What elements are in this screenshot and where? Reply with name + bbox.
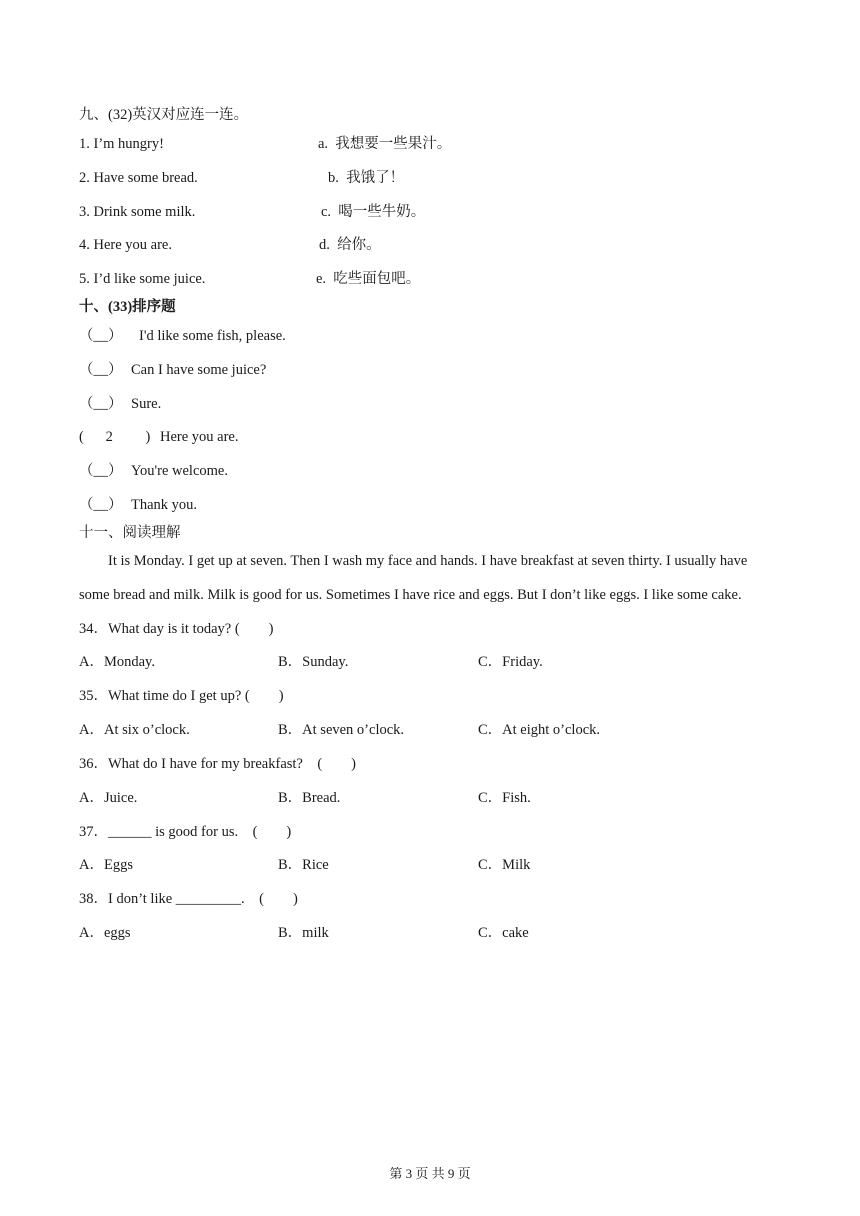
match-english-1: 1. I’m hungry! bbox=[79, 136, 164, 152]
q35-option-b: B．At seven o’clock. bbox=[278, 722, 405, 738]
section9-heading: 九、(32)英汉对应连一连。 bbox=[79, 107, 249, 123]
section11-heading: 十一、阅读理解 bbox=[79, 525, 181, 541]
q38-option-c: C．cake bbox=[478, 925, 529, 941]
match-chinese-e: e. 吃些面包吧。 bbox=[316, 271, 421, 287]
match-english-2: 2. Have some bread. bbox=[79, 170, 198, 186]
order-bracket-3: （__） bbox=[79, 396, 123, 412]
order-bracket-6: （__） bbox=[79, 497, 123, 513]
order-text-5: You're welcome. bbox=[131, 463, 228, 479]
question-36: 36．What do I have for my breakfast? ( ) bbox=[79, 756, 357, 772]
reading-passage-line-2: some bread and milk. Milk is good for us. Sometimes I have rice and eggs. But I don’t like eggs. I like some cake. bbox=[79, 587, 742, 603]
q38-option-a: A．eggs bbox=[79, 925, 131, 941]
match-chinese-a: a. 我想要一些果汁。 bbox=[318, 136, 452, 152]
q34-option-b: B．Sunday. bbox=[278, 654, 349, 670]
order-bracket-2: （__） bbox=[79, 362, 123, 378]
order-text-6: Thank you. bbox=[131, 497, 198, 513]
match-english-5: 5. I’d like some juice. bbox=[79, 271, 206, 287]
question-35: 35．What time do I get up? ( ) bbox=[79, 688, 284, 704]
order-bracket-1: （__） bbox=[79, 328, 123, 344]
order-bracket-5: （__） bbox=[79, 463, 123, 479]
order-text-3: Sure. bbox=[131, 396, 162, 412]
q34-option-c: C．Friday. bbox=[478, 654, 543, 670]
order-text-4: Here you are. bbox=[160, 429, 239, 445]
order-bracket-4: ( 2 ) bbox=[79, 429, 151, 445]
order-text-2: Can I have some juice? bbox=[131, 362, 267, 378]
q34-option-a: A．Monday. bbox=[79, 654, 155, 670]
q36-option-b: B．Bread. bbox=[278, 790, 341, 806]
q35-option-c: C．At eight o’clock. bbox=[478, 722, 601, 738]
q37-option-a: A．Eggs bbox=[79, 857, 133, 873]
question-38: 38．I don’t like _________. ( ) bbox=[79, 891, 298, 907]
question-37: 37．______ is good for us. ( ) bbox=[79, 824, 292, 840]
match-chinese-b: b. 我饿了！ bbox=[328, 170, 405, 186]
order-text-1: I'd like some fish, please. bbox=[139, 328, 286, 344]
q36-option-c: C．Fish. bbox=[478, 790, 531, 806]
question-34: 34．What day is it today? ( ) bbox=[79, 621, 274, 637]
match-english-3: 3. Drink some milk. bbox=[79, 204, 196, 220]
match-chinese-c: c. 喝一些牛奶。 bbox=[321, 204, 426, 220]
match-english-4: 4. Here you are. bbox=[79, 237, 172, 253]
q37-option-c: C．Milk bbox=[478, 857, 531, 873]
q36-option-a: A．Juice. bbox=[79, 790, 138, 806]
reading-passage-line-1: It is Monday. I get up at seven. Then I wash my face and hands. I have breakfast at seven thirty. I usually have bbox=[108, 553, 748, 569]
section10-heading: 十、(33)排序题 bbox=[79, 299, 176, 315]
page-number: 第 3 页 共 9 页 bbox=[389, 1166, 471, 1181]
q38-option-b: B．milk bbox=[278, 925, 329, 941]
q37-option-b: B．Rice bbox=[278, 857, 329, 873]
match-chinese-d: d. 给你。 bbox=[319, 237, 381, 253]
q35-option-a: A．At six o’clock. bbox=[79, 722, 190, 738]
